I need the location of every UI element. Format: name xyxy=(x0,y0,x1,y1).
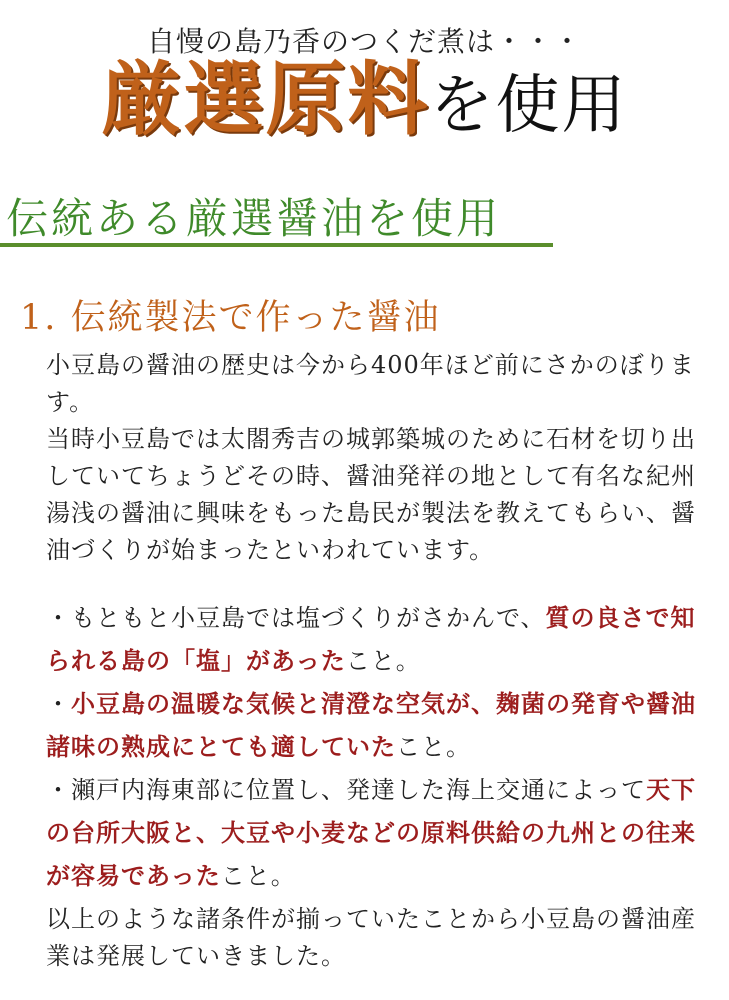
intro-paragraph-2: 当時小豆島では太閤秀吉の城郭築城のために石材を切り出していてちょうどその時、醤油発祥の地として有名な紀州湯浅の醤油に興味をもった島民が製法を教えてもらい、醤油づくりが始まったといわれています。 xyxy=(46,425,696,564)
bullet-prefix: ・ xyxy=(46,690,71,718)
list-item xyxy=(46,769,706,898)
bullet-highlight: 質の良さで知られる島の「塩」があった xyxy=(46,604,696,675)
section-divider xyxy=(0,243,553,247)
section-title: 伝統ある厳選醤油を使用 xyxy=(6,194,502,243)
bullet-list xyxy=(46,597,706,898)
bullet-prefix: ・もともと小豆島では塩づくりがさかんで、 xyxy=(46,604,546,632)
bullet-highlight: 天下の台所大阪と、大豆や小麦などの原料供給の九州との往来が容易であった xyxy=(46,776,696,890)
bullet-suffix: こと。 xyxy=(345,647,421,675)
headline-rest: を使用 xyxy=(429,69,628,143)
bullet-suffix: こと。 xyxy=(220,862,296,890)
bullet-highlight: 小豆島の温暖な気候と清澄な空気が、麹菌の発育や醤油諸味の熟成にとても適していた xyxy=(46,690,696,761)
closing-text xyxy=(46,901,706,975)
intro-text xyxy=(46,347,706,569)
list-item xyxy=(46,683,706,769)
bullet-prefix: ・瀬戸内海東部に位置し、発達した海上交通によって xyxy=(46,776,646,804)
bullet-suffix: こと。 xyxy=(396,733,471,761)
list-item xyxy=(46,597,706,683)
intro-paragraph-1: 小豆島の醤油の歴史は今から400年ほど前にさかのぼります。 xyxy=(46,351,695,416)
tagline: 自慢の島乃香のつくだ煮は・・・ xyxy=(146,25,582,58)
headline-emphasis: 厳選原料 xyxy=(101,53,430,146)
headline xyxy=(0,53,729,146)
subsection-title: 1. 伝統製法で作った醤油 xyxy=(20,298,441,338)
closing-paragraph: 以上のような諸条件が揃っていたことから小豆島の醤油産業は発展していきました。 xyxy=(46,905,696,970)
